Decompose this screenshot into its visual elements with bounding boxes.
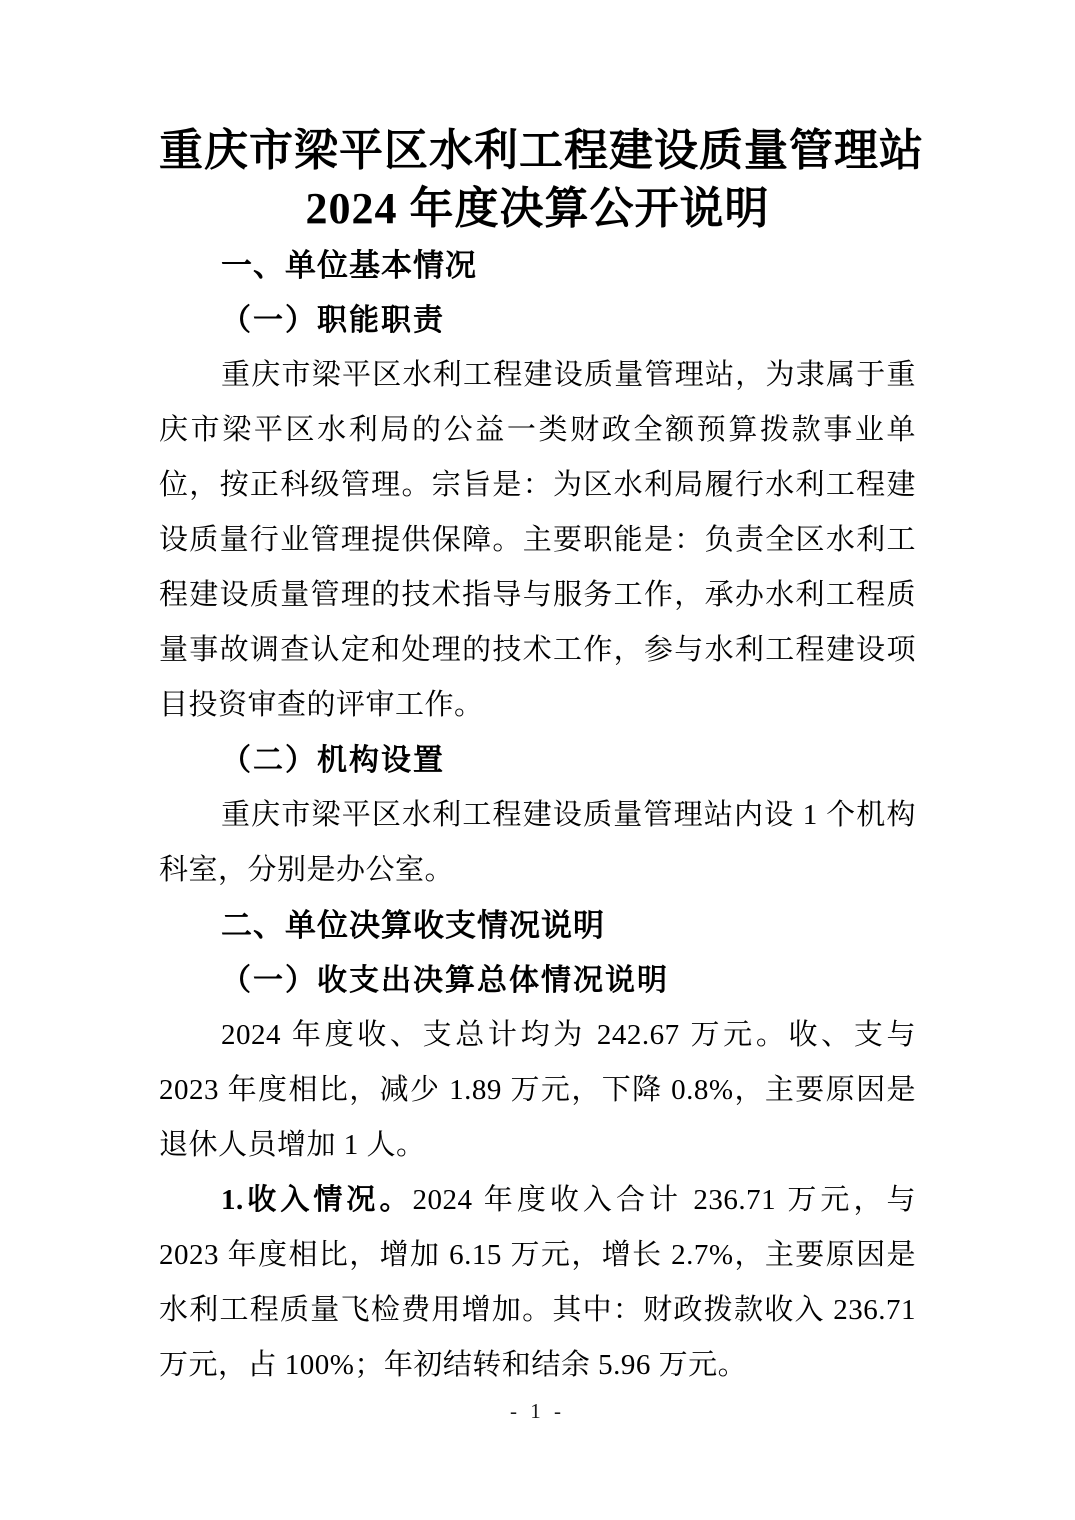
document-content [159, 122, 924, 1393]
paragraph-income-lead: 1.收入情况。 [221, 1184, 413, 1216]
document-title-line-1: 重庆市梁平区水利工程建设质量管理站 [159, 126, 924, 175]
section-heading-budget-summary: 二、单位决算收支情况说明 [221, 908, 605, 943]
document-title-line-2: 2024 年度决算公开说明 [305, 184, 770, 233]
page-number: - 1 - [510, 1399, 565, 1423]
paragraph-income-text: 2024 年度收入合计 236.71 万元，与 2023 年度相比，增加 6.15 万元，增长 2.7%，主要原因是水利工程质量飞检费用增加。其中：财政拨款收入 236.71 万元，占 100%；年初结转和结余 5.96 万元。 [159, 1184, 916, 1381]
subsection-heading-duties: （一）职能职责 [221, 304, 445, 337]
document-title [159, 122, 924, 238]
paragraph-organization: 重庆市梁平区水利工程建设质量管理站内设 1 个机构科室，分别是办公室。 [159, 799, 916, 886]
subsection-heading-organization: （二）机构设置 [221, 744, 445, 777]
paragraph-income [159, 1173, 916, 1393]
section-heading-basic-info: 一、单位基本情况 [221, 248, 477, 283]
subsection-heading-overall-accounts: （一）收支出决算总体情况说明 [221, 964, 669, 997]
paragraph-duties: 重庆市梁平区水利工程建设质量管理站，为隶属于重庆市梁平区水利局的公益一类财政全额预算拨款事业单位，按正科级管理。宗旨是：为区水利局履行水利工程建设质量行业管理提供保障。主要职能是：负责全区水利工程建设质量管理的技术指导与服务工作，承办水利工程质量事故调查认定和处理的技术工作，参与水利工程建设项目投资审查的评审工作。 [159, 359, 916, 721]
paragraph-overall-accounts: 2024 年度收、支总计均为 242.67 万元。收、支与 2023 年度相比，减少 1.89 万元，下降 0.8%，主要原因是退休人员增加 1 人。 [159, 1019, 916, 1161]
